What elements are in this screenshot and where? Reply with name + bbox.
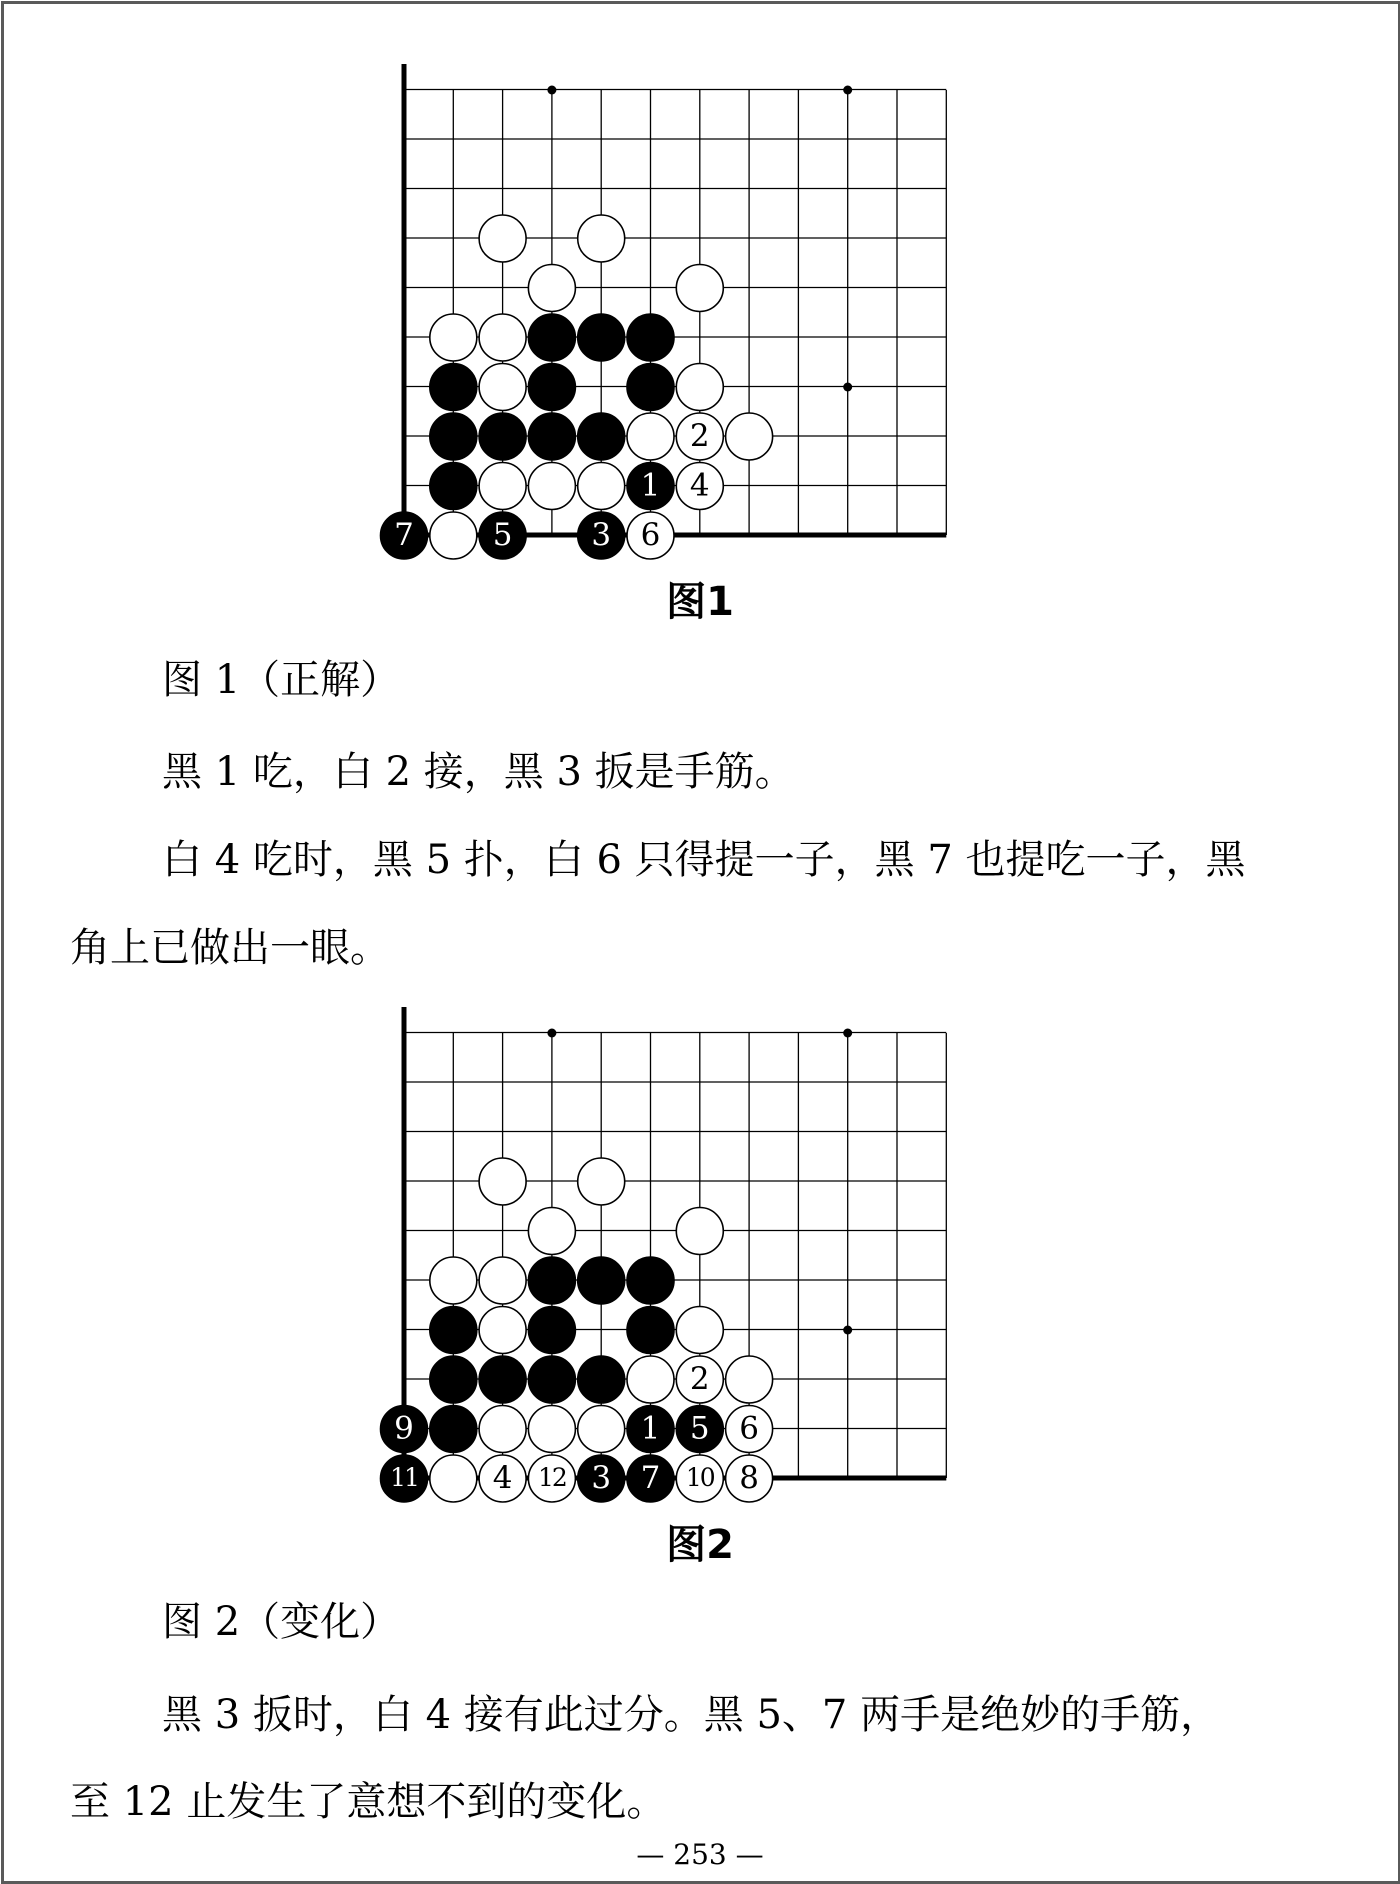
move-number: 6 [739,1410,759,1447]
star-point [547,86,556,95]
move-number: 5 [492,517,513,553]
move-number: 4 [689,467,710,504]
white-stone [676,1307,723,1354]
go-board-diagram-1 [0,40,1400,600]
move-number: 9 [394,1410,414,1447]
black-stone [528,1307,575,1354]
black-stone [430,413,477,460]
fig1-paragraph-line-3: 角上已做出一眼。 [70,925,390,971]
white-stone [528,463,575,510]
star-point [843,1326,852,1335]
white-stone [479,1257,526,1304]
black-stone [430,463,477,510]
move-number: 3 [591,517,612,553]
white-stone [479,1307,526,1354]
white-stone [528,1455,575,1502]
black-stone [479,512,526,559]
black-stone [528,1356,575,1403]
white-stone [627,1356,674,1403]
black-stone [627,1257,674,1304]
white-stone [726,413,773,460]
white-stone [479,314,526,361]
black-stone [627,463,674,510]
black-stone [430,1356,477,1403]
move-number: 2 [689,418,710,454]
white-stone [479,1455,526,1502]
go-board-diagram-2 [0,983,1400,1543]
move-number: 5 [689,1410,710,1447]
white-stone [578,1158,625,1205]
white-stone [676,1356,723,1403]
move-number: 7 [640,1460,661,1496]
white-stone [479,463,526,510]
white-stone [726,1455,773,1502]
diagram-1-caption: 图1 [666,579,734,625]
black-stone [430,364,477,411]
fig2-heading: 图 2（变化） [162,1599,401,1645]
page-number: — 253 — [636,1838,764,1871]
black-stone [578,314,625,361]
move-number: 1 [640,1410,661,1447]
white-stone [578,215,625,262]
black-stone [528,364,575,411]
fig2-paragraph-line-2: 至 12 止发生了意想不到的变化。 [70,1779,667,1825]
move-number: 8 [739,1460,759,1496]
white-stone [676,1455,723,1502]
black-stone [430,1406,477,1453]
black-stone [676,1406,723,1453]
black-stone [479,413,526,460]
white-stone [528,1208,575,1255]
board-grid [402,64,946,535]
white-stone [726,1356,773,1403]
black-stone [578,1356,625,1403]
move-number: 2 [689,1361,710,1397]
move-number: 4 [492,1460,513,1496]
black-stone [627,1406,674,1453]
star-point [843,1029,852,1038]
white-stone [627,413,674,460]
black-stone [627,364,674,411]
white-stone [676,364,723,411]
board-grid [402,1007,946,1478]
star-point [547,1029,556,1038]
white-stone [726,1406,773,1453]
black-stone [578,1455,625,1502]
fig1-paragraph-line-1: 黑 1 吃，白 2 接，黑 3 扳是手筋。 [162,749,795,795]
black-stone [528,314,575,361]
black-stone [578,1257,625,1304]
diagram-2-caption: 图2 [666,1522,734,1568]
fig2-paragraph-line-1: 黑 3 扳时，白 4 接有此过分。黑 5、7 两手是绝妙的手筋， [162,1692,1221,1738]
white-stone [528,265,575,312]
white-stone [430,1455,477,1502]
black-stone [627,314,674,361]
fig1-heading: 图 1（正解） [162,657,401,703]
white-stone [676,265,723,312]
white-stone [676,463,723,510]
white-stone [676,413,723,460]
black-stone [578,512,625,559]
black-stone [578,413,625,460]
white-stone [430,1257,477,1304]
white-stone [430,314,477,361]
black-stone [528,413,575,460]
move-number: 12 [537,1463,566,1492]
black-stone [381,1406,428,1453]
white-stone [627,512,674,559]
star-point [843,86,852,95]
white-stone [578,463,625,510]
black-stone [430,1307,477,1354]
black-stone [627,1455,674,1502]
move-number: 11 [390,1463,418,1492]
black-stone [479,1356,526,1403]
black-stone [528,1257,575,1304]
move-number: 1 [640,467,661,504]
white-stone [578,1406,625,1453]
white-stone [479,215,526,262]
move-number: 6 [640,517,661,553]
black-stone [381,1455,428,1502]
fig1-paragraph-line-2: 白 4 吃时，黑 5 扑，白 6 只得提一子，黑 7 也提吃一子，黑 [162,837,1246,883]
white-stone [528,1406,575,1453]
white-stone [479,1406,526,1453]
black-stone [627,1307,674,1354]
white-stone [479,1158,526,1205]
move-number: 7 [394,517,414,553]
star-point [843,383,852,392]
move-number: 3 [591,1460,612,1496]
black-stone [381,512,428,559]
white-stone [430,512,477,559]
white-stone [676,1208,723,1255]
white-stone [479,364,526,411]
move-number: 10 [685,1463,714,1492]
